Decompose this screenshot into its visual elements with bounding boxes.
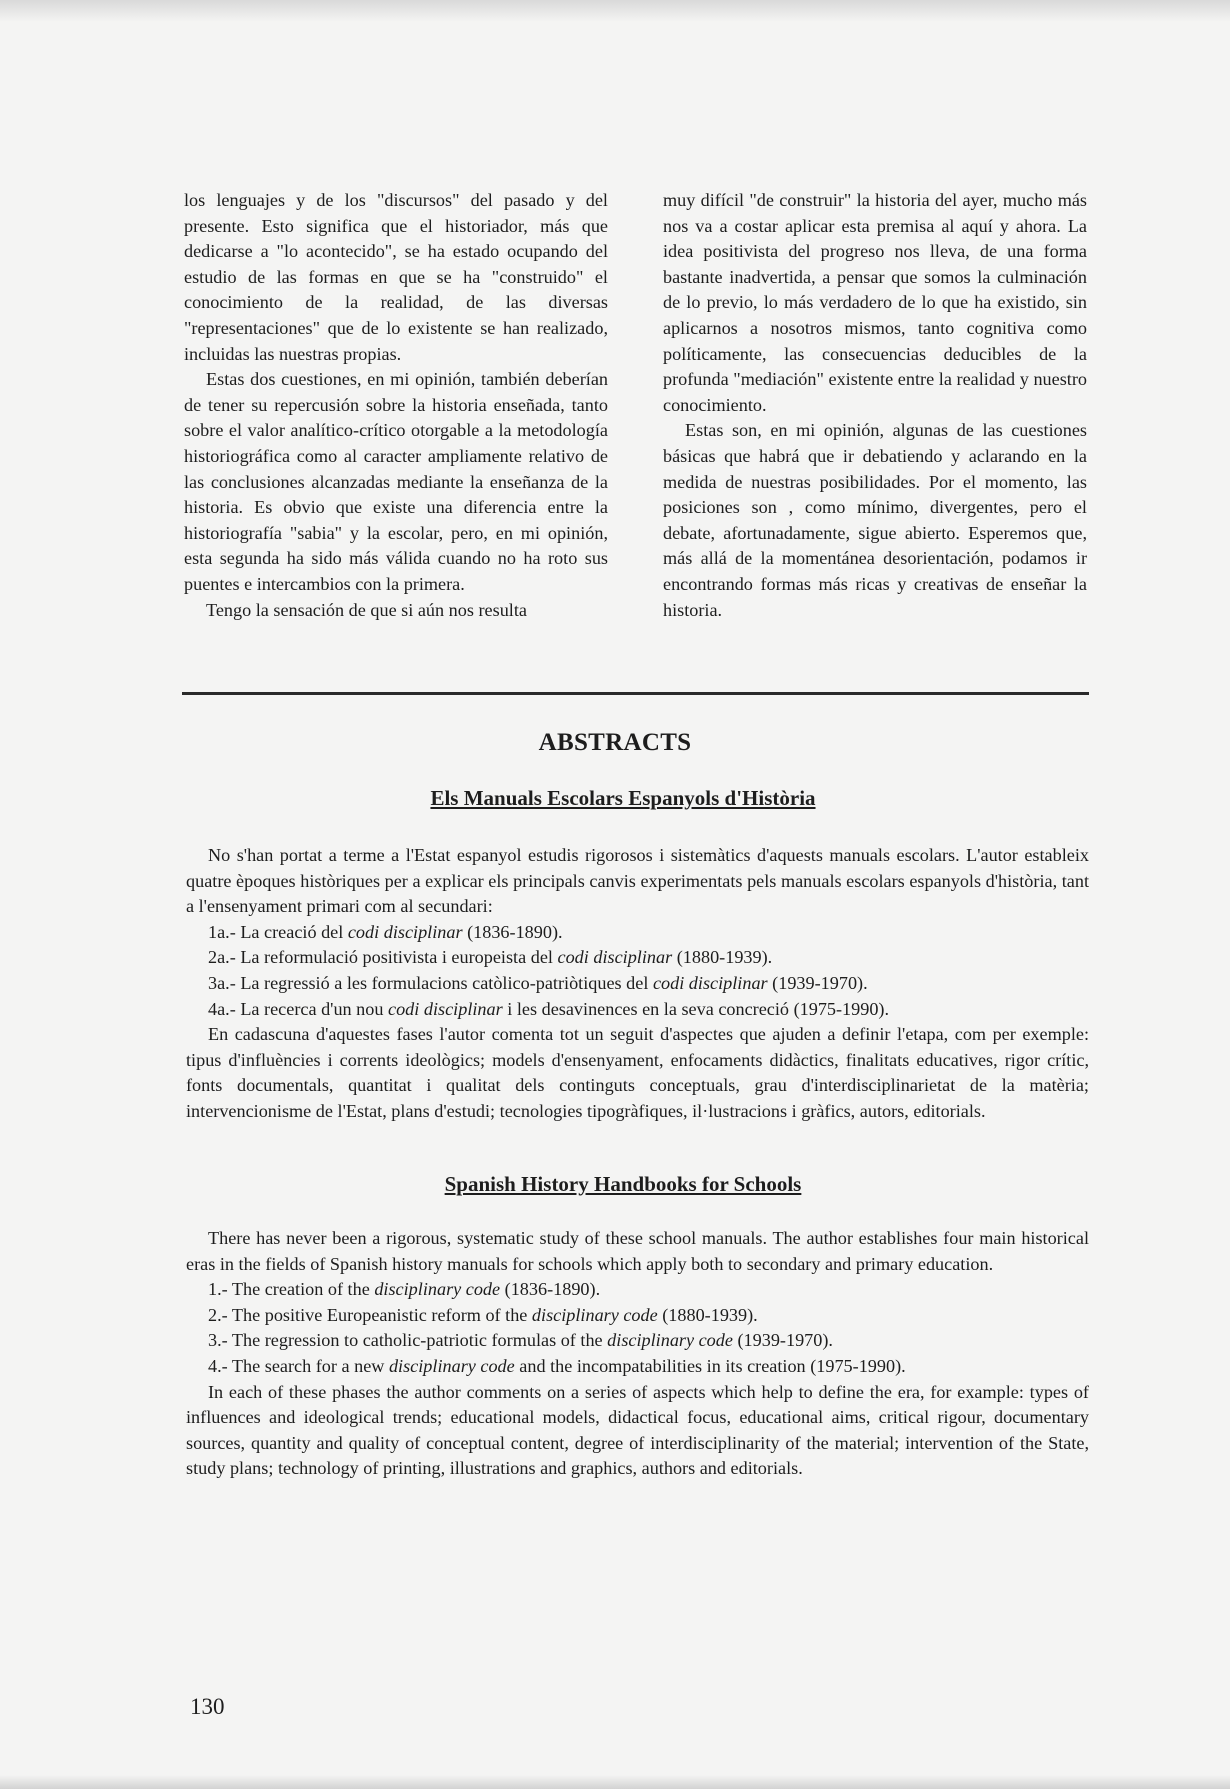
- catalan-abstract-title: Els Manuals Escolars Espanyols d'Història: [430, 786, 816, 810]
- abstract-list-item: 4.- The search for a new disciplinary code and the incompatabilities in its creation (1975-1990).: [208, 1355, 906, 1376]
- abstract-list-item: 2a.- La reformulació positivista i europeista del codi disciplinar (1880-1939).: [208, 947, 773, 968]
- abstract-closing: In each of these phases the author comments on a series of aspects which help to define the era, for example: types of influences and ideological trends; educational models, didactical focus, educational aims, critical rigour, documentary sources, quantity and quality of conceptual content, degree of interdisciplinarity of the material; intervention of the State, study plans; technology of printing, illustrations and graphics, authors and editorials.: [186, 1381, 1089, 1479]
- body-paragraph: Estas son, en mi opinión, algunas de las cuestiones básicas que habrá que ir debatiendo y aclarando en la medida de nuestras posibilidades. Por el momento, las posiciones son , como mínimo, divergentes, pero el debate, afortunadamente, sigue abierto. Esperemos que, más allá de la momentánea desorientación, podamos ir encontrando formas más ricas y creativas de enseñar la historia.: [663, 420, 1087, 620]
- abstract-list-item: 3.- The regression to catholic-patriotic formulas of the disciplinary code (1939-1970).: [208, 1330, 833, 1351]
- body-paragraph: Tengo la sensación de que si aún nos resulta: [206, 599, 527, 620]
- abstract-list-item: 4a.- La recerca d'un nou codi disciplinar i les desavinences en la seva concreció (1975-1990).: [208, 998, 890, 1019]
- scan-bottom-shadow: [0, 1775, 1230, 1789]
- english-abstract-title: Spanish History Handbooks for Schools: [444, 1172, 802, 1196]
- scan-top-shadow: [0, 0, 1230, 22]
- body-paragraph: Estas dos cuestiones, en mi opinión, también deberían de tener su repercusión sobre la historia enseñada, tanto sobre el valor analítico-crítico otorgable a la metodología historiográfica como al caracter ampliamente relativo de las conclusiones alcanzadas mediante la enseñanza de la historia. Es obvio que existe una diferencia entre la historiografía "sabia" y la escolar, pero, en mi opinión, esta segunda ha sido más válida cuando no ha roto sus puentes e intercambios con la primera.: [184, 369, 608, 594]
- catalan-abstract: [186, 843, 1089, 1125]
- abstracts-heading: ABSTRACTS: [538, 729, 692, 756]
- abstract-list-item: 1a.- La creació del codi disciplinar (1836-1890).: [208, 921, 563, 942]
- abstract-intro: No s'han portat a terme a l'Estat espanyol estudis rigorosos i sistemàtics d'aquests manuals escolars. L'autor estableix quatre èpoques històriques per a explicar els principals canvis experimentats pels manuals escolars espanyols d'història, tant a l'ensenyament primari com al secundari:: [186, 845, 1089, 917]
- english-abstract: [186, 1226, 1089, 1482]
- abstract-intro: There has never been a rigorous, systematic study of these school manuals. The author establishes four main historical eras in the fields of Spanish history manuals for schools which apply both to secondary and primary education.: [186, 1228, 1089, 1274]
- section-divider: [182, 692, 1089, 695]
- body-column-right: [663, 188, 1087, 623]
- abstract-list-item: 3a.- La regressió a les formulacions catòlico-patriòtiques del codi disciplinar (1939-1970).: [208, 972, 868, 993]
- body-paragraph: los lenguajes y de los "discursos" del pasado y del presente. Esto significa que el historiador, más que dedicarse a "lo acontecido", se ha estado ocupando del estudio de las formas en que se ha "construido" el conocimiento de la realidad, de las diversas "representaciones" que de lo existente se han realizado, incluidas las nuestras propias.: [184, 190, 608, 364]
- abstract-list-item: 2.- The positive Europeanistic reform of the disciplinary code (1880-1939).: [208, 1304, 758, 1325]
- body-paragraph: muy difícil "de construir" la historia del ayer, mucho más nos va a costar aplicar esta premisa al aquí y ahora. La idea positivista del progreso nos lleva, de una forma bastante inadvertida, a pensar que somos la culminación de lo previo, lo más verdadero de lo que ha existido, sin aplicarnos a nosotros mismos, tanto cognitiva como políticamente, las consecuencias deducibles de la profunda "mediación" existente entre la realidad y nuestro conocimiento.: [663, 190, 1087, 415]
- abstract-list-item: 1.- The creation of the disciplinary code (1836-1890).: [208, 1279, 601, 1300]
- page-number: 130: [190, 1694, 225, 1719]
- abstract-closing: En cadascuna d'aquestes fases l'autor comenta tot un seguit d'aspectes que ajuden a definir l'etapa, com per exemple: tipus d'influències i corrents ideològics; models d'ensenyament, enfocaments didàctics, finalitats educatives, rigor crític, fonts documentals, quantitat i qualitat dels continguts conceptuals, grau d'interdisciplinarietat de la matèria; intervencionisme de l'Estat, plans d'estudi; tecnologies tipogràfiques, il·lustracions i gràfics, autors, editorials.: [186, 1024, 1089, 1121]
- body-column-left: [184, 188, 608, 623]
